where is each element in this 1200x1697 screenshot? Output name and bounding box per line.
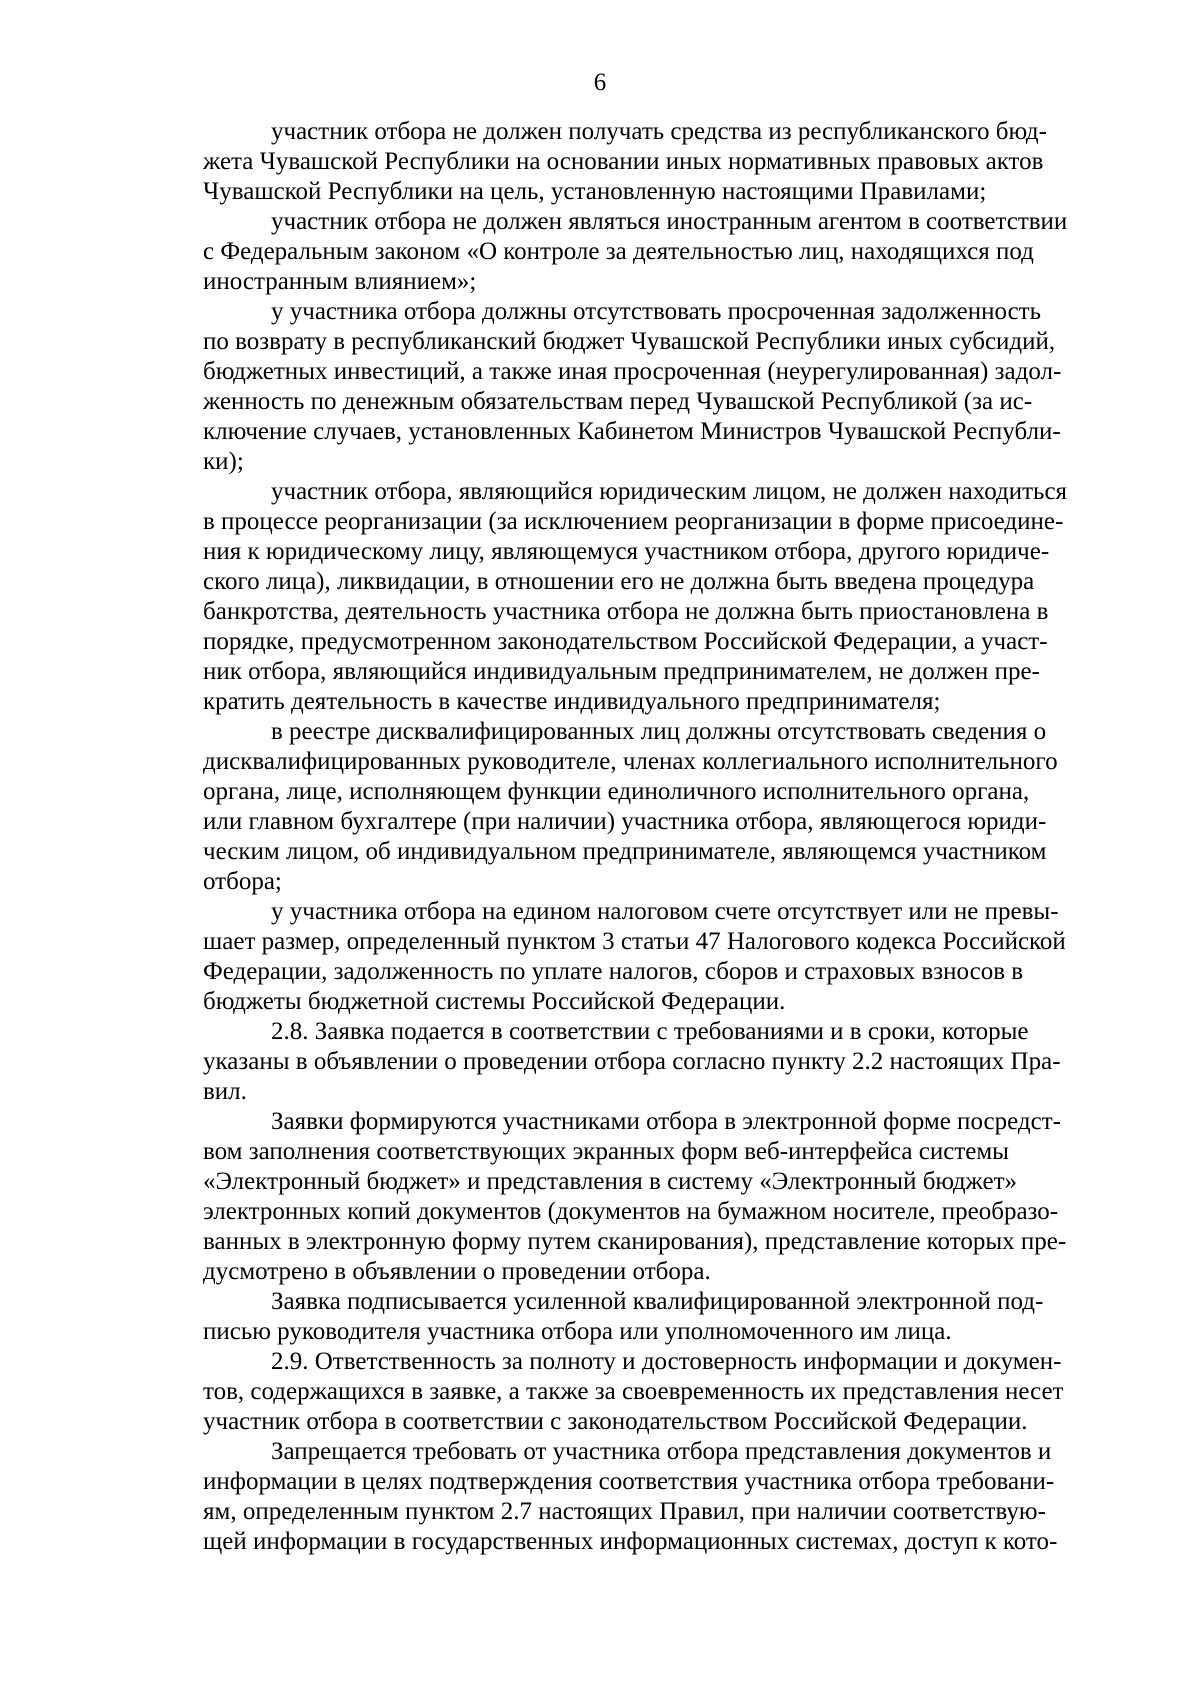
text-line: ник отбора, являющийся индивидуальным предпринимателем, не должен пре- bbox=[203, 658, 1040, 685]
text-line: ния к юридическому лицу, являющемуся участником отбора, другого юридиче- bbox=[203, 538, 1050, 565]
text-line: участник отбора не должен получать средства из республиканского бюд- bbox=[271, 118, 1047, 145]
text-line: кратить деятельность в качестве индивидуального предпринимателя; bbox=[203, 688, 941, 715]
text-line: вом заполнения соответствующих экранных форм веб-интерфейса системы bbox=[203, 1138, 1009, 1165]
paragraph-11 bbox=[203, 1437, 1123, 1557]
page-number: 6 bbox=[593, 69, 607, 96]
text-line: жета Чувашской Республики на основании иных нормативных правовых актов bbox=[203, 148, 1044, 175]
document-body bbox=[203, 117, 1123, 1557]
text-line: 2.8. Заявка подается в соответствии с требованиями и в сроки, которые bbox=[271, 1018, 1029, 1045]
text-line: 2.9. Ответственность за полноту и достоверность информации и докумен- bbox=[271, 1348, 1062, 1375]
text-line: дисквалифицированных руководителе, членах коллегиального исполнительного bbox=[203, 748, 1058, 775]
paragraph-4 bbox=[203, 477, 1123, 717]
text-line: у участника отбора должны отсутствовать просроченная задолженность bbox=[271, 298, 1041, 325]
text-line: Заявки формируются участниками отбора в электронной форме посредст- bbox=[271, 1108, 1061, 1135]
text-line: ческим лицом, об индивидуальном предпринимателе, являющемся участником bbox=[203, 838, 1047, 865]
text-line: щей информации в государственных информационных системах, доступ к кото- bbox=[203, 1528, 1058, 1555]
text-line: иностранным влиянием»; bbox=[203, 268, 477, 295]
text-line: участник отбора не должен являться иностранным агентом в соответствии bbox=[271, 208, 1068, 235]
text-line: бюджетных инвестиций, а также иная просроченная (неурегулированная) задол- bbox=[203, 358, 1062, 385]
text-line: женность по денежным обязательствам перед Чувашской Республикой (за ис- bbox=[203, 388, 1033, 415]
paragraph-2 bbox=[203, 207, 1123, 297]
text-line: «Электронный бюджет» и представления в систему «Электронный бюджет» bbox=[203, 1168, 1018, 1195]
text-line: ванных в электронную форму путем сканирования), представление которых пре- bbox=[203, 1228, 1067, 1255]
text-line: ключение случаев, установленных Кабинетом Министров Чувашской Республи- bbox=[203, 418, 1061, 445]
text-line: в реестре дисквалифицированных лиц должны отсутствовать сведения о bbox=[271, 718, 1047, 745]
paragraph-7 bbox=[203, 1017, 1123, 1107]
text-line: ки); bbox=[203, 448, 244, 475]
text-line: Федерации, задолженность по уплате налогов, сборов и страховых взносов в bbox=[203, 958, 1024, 985]
text-line: участник отбора в соответствии с законодательством Российской Федерации. bbox=[203, 1408, 1028, 1435]
text-line: у участника отбора на едином налоговом счете отсутствует или не превы- bbox=[271, 898, 1059, 925]
paragraph-9 bbox=[203, 1287, 1123, 1347]
text-line: ского лица), ликвидации, в отношении его не должна быть введена процедура bbox=[203, 568, 1035, 595]
text-line: отбора; bbox=[203, 868, 282, 895]
text-line: с Федеральным законом «О контроле за деятельностью лиц, находящихся под bbox=[203, 238, 1034, 265]
paragraph-6 bbox=[203, 897, 1123, 1017]
text-line: в процессе реорганизации (за исключением реорганизации в форме присоедине- bbox=[203, 508, 1064, 535]
paragraph-10 bbox=[203, 1347, 1123, 1437]
text-line: ям, определенным пунктом 2.7 настоящих Правил, при наличии соответствую- bbox=[203, 1498, 1046, 1525]
paragraph-1 bbox=[203, 117, 1123, 207]
text-line: порядке, предусмотренном законодательством Российской Федерации, а участ- bbox=[203, 628, 1048, 655]
paragraph-5 bbox=[203, 717, 1123, 897]
text-line: Чувашской Республики на цель, установленную настоящими Правилами; bbox=[203, 178, 987, 205]
text-line: органа, лице, исполняющем функции единоличного исполнительного органа, bbox=[203, 778, 1030, 805]
text-line: банкротства, деятельность участника отбора не должна быть приостановлена в bbox=[203, 598, 1049, 625]
text-line: указаны в объявлении о проведении отбора согласно пункту 2.2 настоящих Пра- bbox=[203, 1048, 1061, 1075]
text-line: информации в целях подтверждения соответствия участника отбора требовани- bbox=[203, 1468, 1055, 1495]
text-line: электронных копий документов (документов на бумажном носителе, преобразо- bbox=[203, 1198, 1059, 1225]
text-line: шает размер, определенный пунктом 3 статьи 47 Налогового кодекса Российской bbox=[203, 928, 1066, 955]
text-line: тов, содержащихся в заявке, а также за своевременность их представления несет bbox=[203, 1378, 1064, 1405]
text-line: вил. bbox=[203, 1078, 247, 1105]
text-line: Запрещается требовать от участника отбора представления документов и bbox=[271, 1438, 1052, 1465]
text-line: участник отбора, являющийся юридическим лицом, не должен находиться bbox=[271, 478, 1068, 505]
text-line: дусмотрено в объявлении о проведении отбора. bbox=[203, 1258, 711, 1285]
text-line: писью руководителя участника отбора или уполномоченного им лица. bbox=[203, 1318, 952, 1345]
text-line: или главном бухгалтере (при наличии) участника отбора, являющегося юриди- bbox=[203, 808, 1047, 835]
text-line: бюджеты бюджетной системы Российской Федерации. bbox=[203, 988, 786, 1015]
text-line: Заявка подписывается усиленной квалифицированной электронной под- bbox=[271, 1288, 1044, 1315]
paragraph-3 bbox=[203, 297, 1123, 477]
text-line: по возврату в республиканский бюджет Чувашской Республики иных субсидий, bbox=[203, 328, 1056, 355]
paragraph-8 bbox=[203, 1107, 1123, 1287]
